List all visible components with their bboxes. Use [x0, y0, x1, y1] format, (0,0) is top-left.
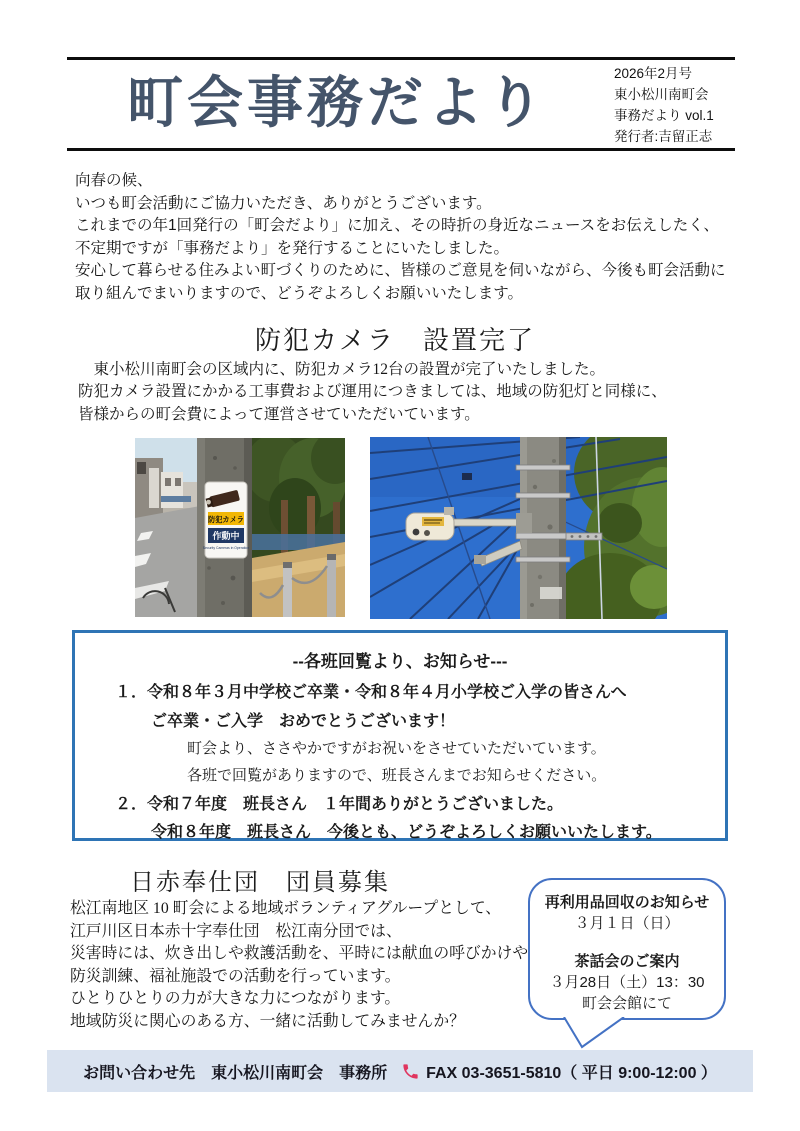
intro-greeting — [75, 170, 735, 306]
notice-item-1: １．令和８年３月中学校ご卒業・令和８年４月小学校ご入学の皆さんへ — [115, 684, 627, 701]
tea-party-title: 茶話会のご案内 — [574, 953, 680, 970]
recycle-notice-date: ３月１日（日） — [574, 915, 680, 932]
publication-info — [614, 63, 714, 147]
intro-line: 不定期ですが「事務だより」を発行することにいたしました。 — [75, 239, 510, 257]
camera-section-heading: 防犯カメラ 設置完了 — [254, 326, 535, 355]
contact-office-label: お問い合わせ先 東小松川南町会 事務所 — [83, 1064, 388, 1082]
notice-item-2: ２．令和７年度 班長さん １年間ありがとうございました。 — [115, 796, 564, 813]
volunteer-body-line: 地域防災に関心のある方、一緒に活動してみませんか？ — [70, 1012, 465, 1030]
volunteer-body-line: ひとりひとりの力が大きな力につながります。 — [70, 990, 401, 1007]
newsletter-title: 町会事務だより — [127, 71, 547, 134]
publisher-name: 発行者:吉留正志 — [614, 129, 713, 144]
speech-bubble-tail — [558, 1017, 638, 1049]
camera-body-line: 防犯カメラ設置にかかる工事費および運用につきましては、地域の防犯灯と同様に、 — [78, 383, 667, 401]
notice-item-1-note-1: 町会より、ささやかですがお祝いをさせていただいています。 — [187, 740, 606, 757]
camera-body-line: 東小松川南町会の区域内に、防犯カメラ12台の設置が完了いたしました。 — [78, 361, 606, 378]
sign-camera-label: 防犯カメラ — [208, 515, 244, 524]
intro-line: 向春の候、 — [75, 172, 153, 189]
intro-line: これまでの年1回発行の「町会だより」に加え、その時折の身近なニュースをお伝えしたく、 — [75, 217, 719, 235]
camera-section-body — [78, 359, 738, 426]
camera-body-line: 皆様からの町会費によって運営させていただいています。 — [78, 405, 480, 423]
masthead-rule-bottom — [67, 148, 735, 151]
volunteer-section-heading: 日赤奉仕団 団員募集 — [130, 870, 390, 896]
tea-party-date: ３月28日（土）13：30 — [549, 974, 705, 991]
volunteer-section-body — [70, 898, 530, 1033]
sign-english-caption: Security Cameras in Operation — [202, 546, 250, 550]
intro-line: いつも町会活動にご協力いただき、ありがとうございます。 — [75, 194, 492, 212]
volunteer-body-line: 松江南地区 10 町会による地域ボランティアグループとして、 — [70, 900, 502, 917]
events-speech-bubble — [528, 878, 726, 1020]
recycle-notice-title: 再利用品回収のお知らせ — [544, 894, 710, 911]
circular-notice-box — [72, 630, 728, 841]
contact-footer-bar — [47, 1050, 753, 1092]
association-name: 東小松川南町会 — [614, 87, 709, 102]
volunteer-body-line: 江戸川区日本赤十字奉仕団 松江南分団では、 — [70, 922, 402, 940]
intro-line: 取り組んでまいりますので、どうぞよろしくお願いいたします。 — [75, 284, 523, 302]
newsletter-volume: 事務だより vol.1 — [614, 108, 714, 123]
tea-party-place: 町会会館にて — [581, 995, 672, 1012]
phone-icon — [401, 1062, 420, 1081]
notice-box-title: --各班回覧より、お知らせ--- — [292, 652, 508, 671]
notice-item-1-note-2: 各班で回覧がありますので、班長さんまでお知らせください。 — [187, 767, 607, 784]
volunteer-body-line: 防災訓練、福祉施設での活動を行っています。 — [70, 967, 401, 985]
issue-date: 2026年2月号 — [614, 66, 693, 81]
sign-status-label: 作動中 — [212, 531, 240, 541]
photo-camera-sign-on-pole — [135, 438, 345, 617]
notice-item-1-congrats: ご卒業・ご入学 おめでとうございます！ — [151, 713, 456, 730]
photo-installed-security-camera — [370, 437, 667, 619]
contact-fax-number: FAX 03-3651-5810（ 平日 9:00-12:00 ） — [426, 1064, 717, 1082]
intro-line: 安心して暮らせる住みよい町づくりのために、皆様のご意見を伺いながら、今後も町会活動に — [75, 262, 726, 280]
notice-item-2-sub: 令和８年度 班長さん 今後とも、どうぞよろしくお願いいたします。 — [151, 824, 662, 841]
volunteer-body-line: 災害時には、炊き出しや救護活動を、平時には献血の呼びかけや — [70, 945, 529, 962]
